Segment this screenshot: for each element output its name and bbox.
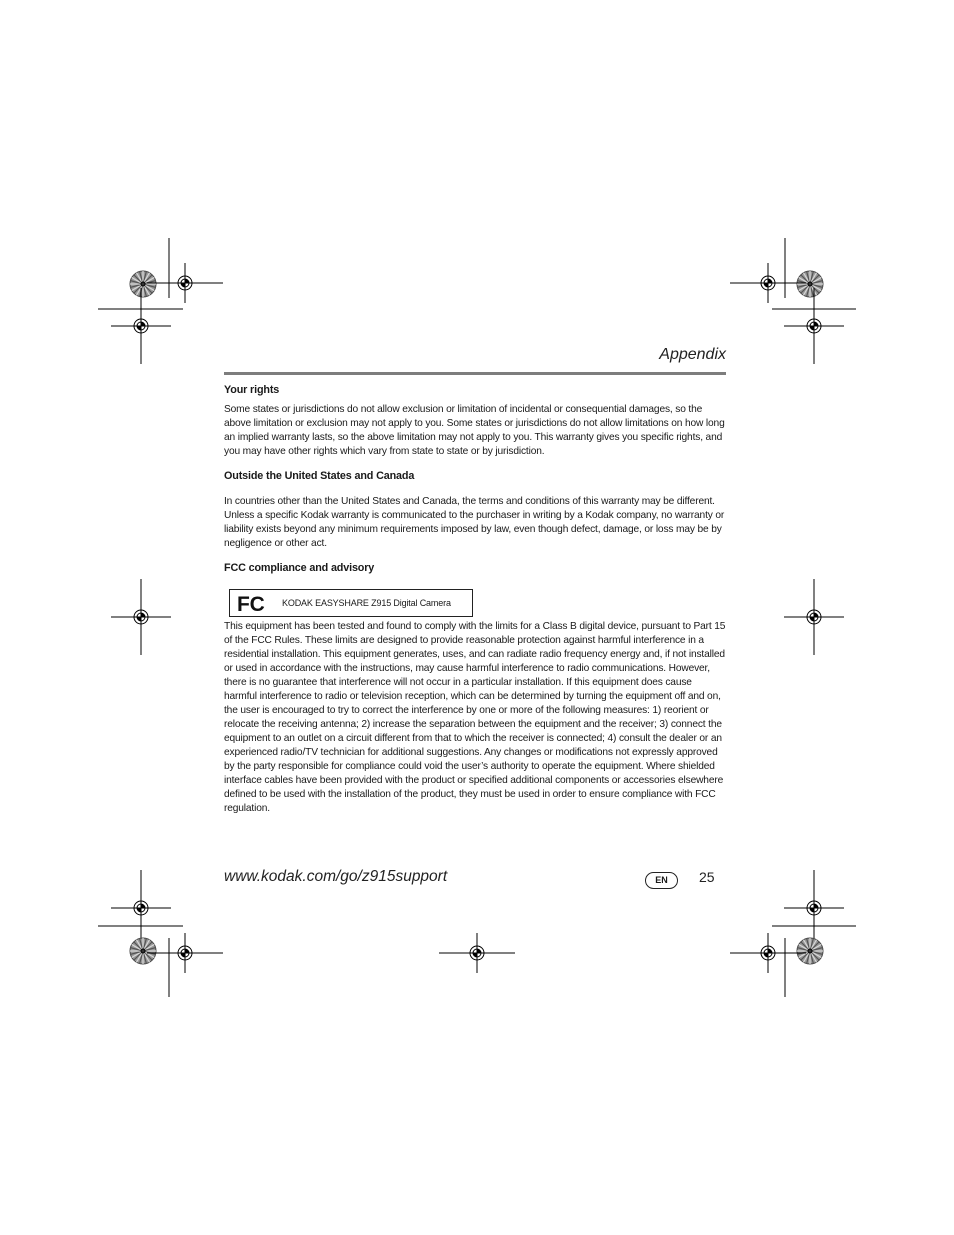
- paragraph-your-rights: Some states or jurisdictions do not allow exclusion or limitation of incidental or consequential damages, so the above limitation or exclusion may not apply to you. Some states or jurisdictions do not allow limitations on how long an implied warranty lasts, so the above limitation may not apply to you. This warranty gives you specific rights, and you may have other rights which vary from state to state or by jurisdiction.: [224, 404, 725, 457]
- fcc-device-label: KODAK EASYSHARE Z915 Digital Camera: [282, 598, 451, 608]
- color-bar-target-icon: [797, 271, 823, 297]
- heading-outside-us-canada: Outside the United States and Canada: [224, 470, 415, 482]
- fcc-logo-icon: [236, 591, 268, 615]
- color-bar-target-icon: [797, 938, 823, 964]
- registration-mark-icon: [111, 870, 171, 946]
- header-rule: [224, 372, 726, 375]
- registration-mark-icon: [111, 288, 171, 364]
- registration-mark-icon: [147, 933, 223, 973]
- color-bar-target-icon: [130, 938, 156, 964]
- fcc-label-box: [229, 589, 473, 617]
- heading-your-rights: Your rights: [224, 384, 280, 396]
- color-bar-target-icon: [130, 271, 156, 297]
- section-title: Appendix: [659, 346, 726, 363]
- language-badge: EN: [645, 872, 678, 889]
- registration-mark-icon: [784, 288, 844, 364]
- paragraph-fcc: This equipment has been tested and found to comply with the limits for a Class B digital device, pursuant to Part 15 of the FCC Rules. These limits are designed to provide reasonable protection against harmful interference in a residential installation. This equipment generates, uses, and can radiate radio frequency energy and, if not installed or used in accordance with the instructions, may cause harmful interference to radio communications. However, there is no guarantee that interference will not occur in a particular installation. If this equipment does cause harmful interference to radio or television reception, which can be determined by turning the equipment off and on, the user is encouraged to try to correct the interference by one or more of the following measures: 1) reorient or relocate the receiving antenna; 2) increase the separation between the equipment and the receiver; 3) connect the equipment to an outlet on a circuit different from that to which the receiver is connected; 4) consult the dealer or an experienced radio/TV technician for additional suggestions. Any changes or modifications not expressly approved by the party responsible for compliance could void the user’s authority to operate the equipment. Where shielded interface cables have been provided with the product or specified additional components or accessories elsewhere defined to be used with the installation of the product, they must be used in order to ensure compliance with FCC regulation.: [224, 621, 726, 814]
- heading-fcc: FCC compliance and advisory: [224, 562, 375, 574]
- fcc-logo-letters: FC: [237, 593, 265, 615]
- registration-mark-icon: [730, 933, 806, 973]
- registration-mark-icon: [147, 263, 223, 303]
- registration-mark-icon: [111, 579, 171, 655]
- registration-mark-icon: [730, 263, 806, 303]
- registration-mark-icon: [439, 933, 515, 973]
- registration-mark-icon: [784, 579, 844, 655]
- page-number: 25: [699, 869, 715, 885]
- support-url: www.kodak.com/go/z915support: [224, 868, 448, 885]
- paragraph-outside-us-canada: In countries other than the United States and Canada, the terms and conditions of this warranty may be different. Unless a specific Kodak warranty is communicated to the purchaser in writing by a Kodak company, no warranty or liability exists beyond any minimum requirements imposed by law, even though defect, damage, or loss may be by negligence or other act.: [224, 496, 725, 549]
- main-content: [224, 383, 726, 822]
- registration-mark-icon: [784, 870, 844, 946]
